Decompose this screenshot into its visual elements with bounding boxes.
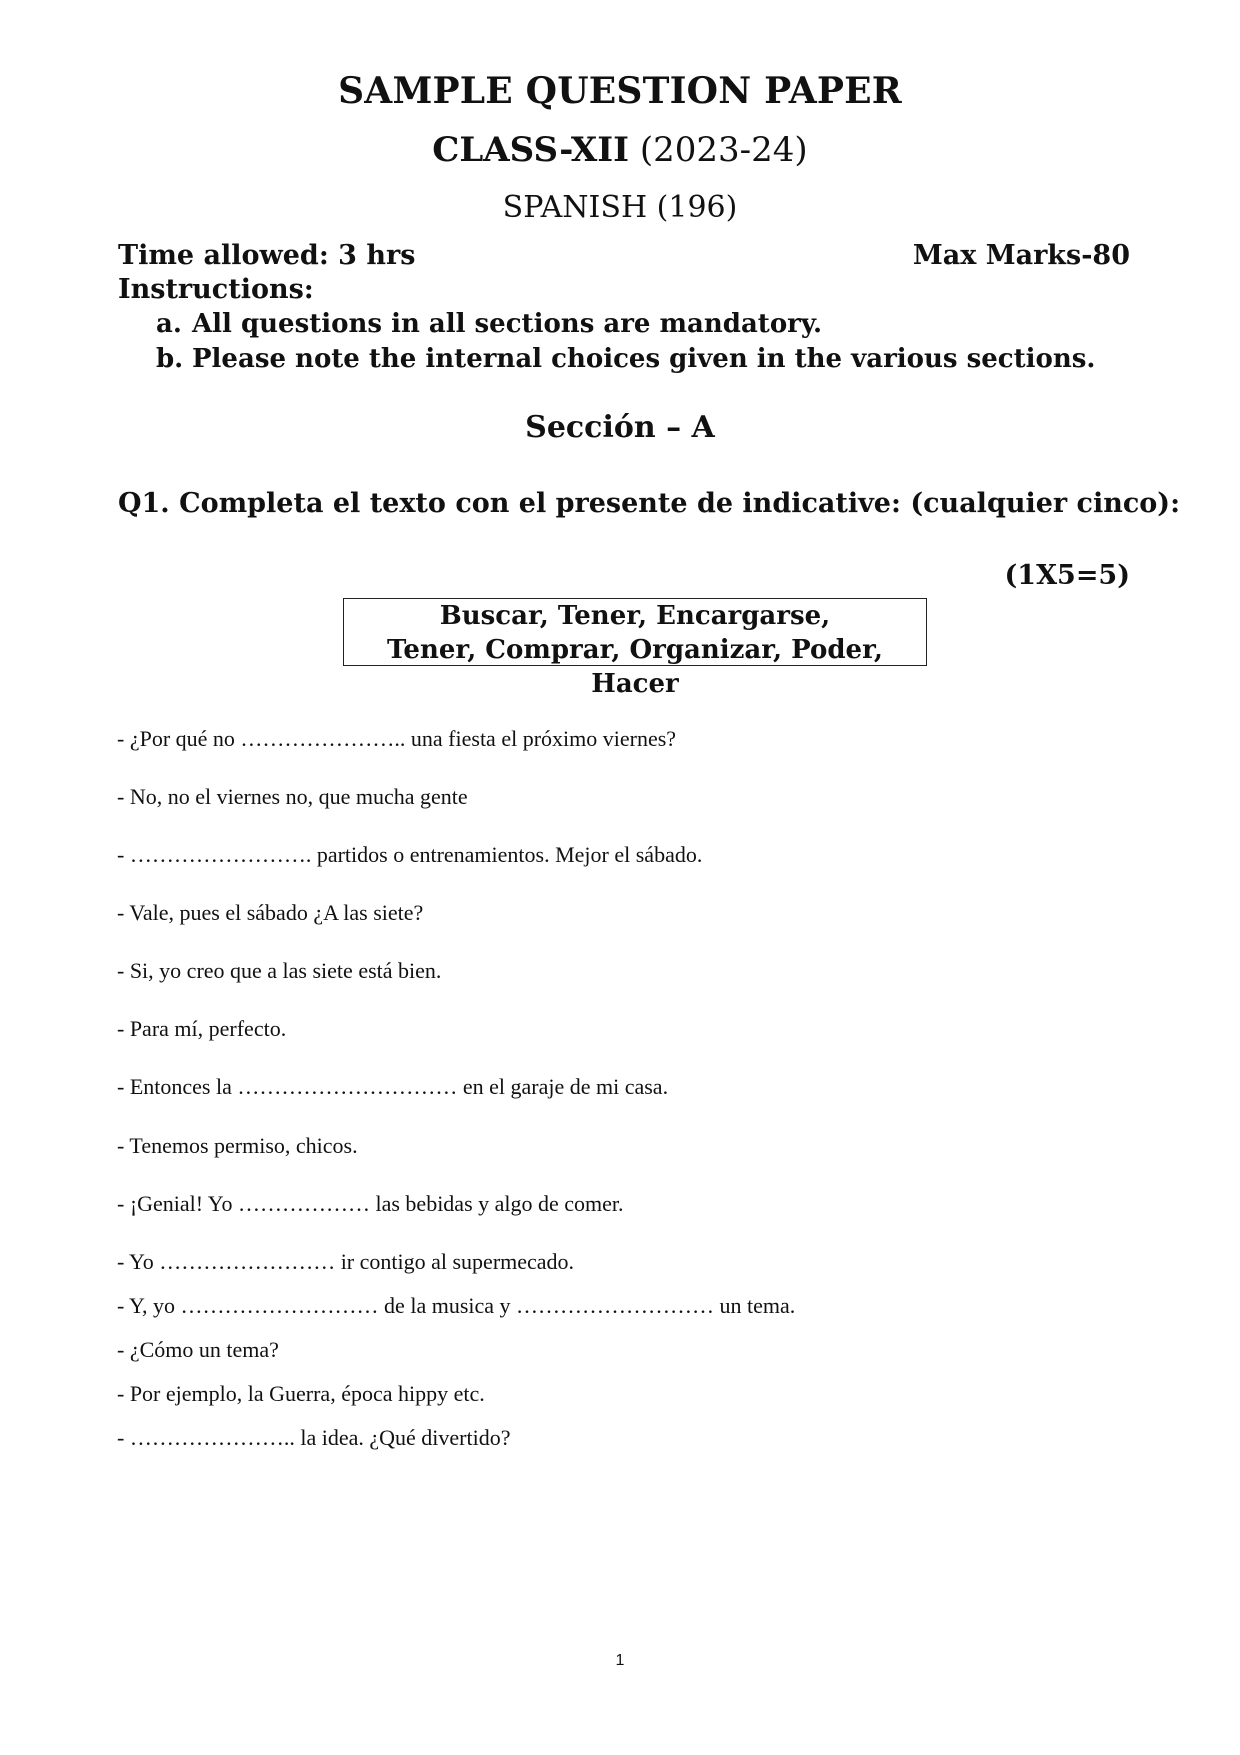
page-number: 1 xyxy=(615,1652,625,1669)
dialogue-line: - Vale, pues el sábado ¿A las siete? xyxy=(117,900,424,925)
word-bank-line-1: Buscar, Tener, Encargarse, xyxy=(439,601,831,631)
instruction-marker: b. xyxy=(156,344,184,374)
meta-row xyxy=(118,240,1130,271)
instruction-marker: a. xyxy=(156,309,182,339)
dialogue-line: - ………………….. la idea. ¿Qué divertido? xyxy=(117,1425,511,1450)
dialogue-line: - No, no el viernes no, que mucha gente xyxy=(117,784,468,809)
class-label: CLASS-XII xyxy=(432,130,630,170)
word-bank-box xyxy=(343,598,927,699)
section-title: Sección – A xyxy=(525,410,715,445)
dialogue-line: - Yo …………………… ir contigo al supermecado. xyxy=(117,1249,575,1274)
class-line xyxy=(0,130,1240,170)
dialogue-line: - Si, yo creo que a las siete está bien. xyxy=(117,958,442,983)
dialogue-line: - ¡Genial! Yo ……………… las bebidas y algo de comer. xyxy=(117,1191,624,1216)
instructions-list xyxy=(156,309,1095,379)
instruction-item xyxy=(156,309,1095,344)
dialogue-line: - Entonces la ………………………… en el garaje de mi casa. xyxy=(117,1074,669,1099)
instruction-text: Please note the internal choices given in the various sections. xyxy=(192,344,1096,374)
paper-title: SAMPLE QUESTION PAPER xyxy=(338,70,902,112)
instruction-text: All questions in all sections are mandatory. xyxy=(192,309,823,339)
question-1-prompt: Q1. Completa el texto con el presente de indicative: (cualquier cinco): xyxy=(118,488,1181,519)
subject-line: SPANISH (196) xyxy=(502,190,738,225)
dialogue-line: - Tenemos permiso, chicos. xyxy=(117,1133,358,1158)
word-bank-line-2: Tener, Comprar, Organizar, Poder, Hacer xyxy=(387,635,883,699)
dialogue-line: - Para mí, perfecto. xyxy=(117,1016,287,1041)
max-marks: Max Marks-80 xyxy=(912,240,1130,271)
instructions-heading: Instructions: xyxy=(118,274,314,305)
time-allowed: Time allowed: 3 hrs xyxy=(118,240,416,271)
question-1-marks: (1X5=5) xyxy=(1004,560,1130,591)
dialogue-line: - Y, yo ……………………… de la musica y ……………………… un tema. xyxy=(117,1293,796,1318)
dialogue-line: - ¿Por qué no ………………….. una fiesta el próximo viernes? xyxy=(117,726,677,751)
dialogue-line: - Por ejemplo, la Guerra, época hippy etc. xyxy=(117,1381,485,1406)
dialogue-line: - ¿Cómo un tema? xyxy=(117,1337,279,1362)
dialogue-line: - ……………………. partidos o entrenamientos. Mejor el sábado. xyxy=(117,842,703,867)
instruction-item xyxy=(156,344,1095,379)
class-year: (2023-24) xyxy=(639,130,808,170)
